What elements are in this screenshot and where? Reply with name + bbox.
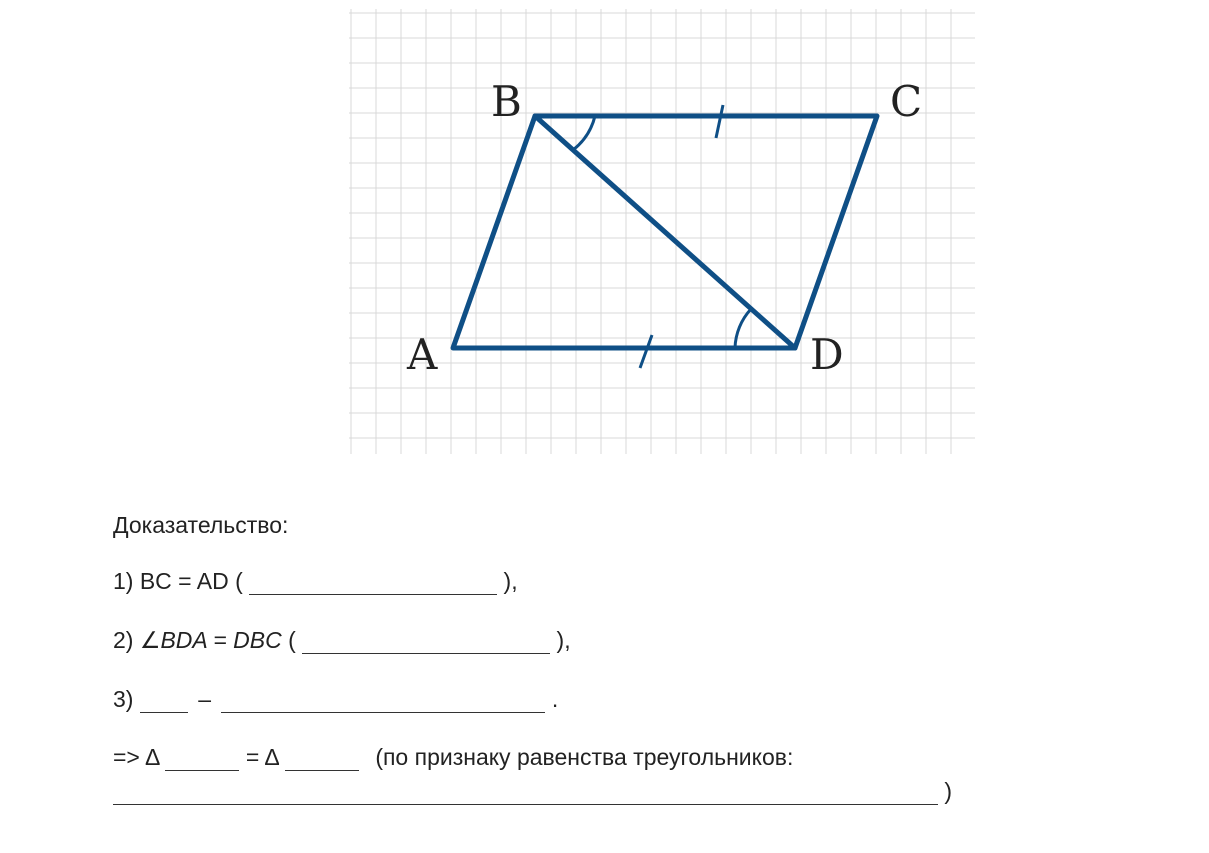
line-2-open: ( (288, 627, 296, 653)
line-1-close: ), (503, 568, 518, 594)
criterion-answer-blank[interactable] (113, 782, 938, 805)
line-3-number: 3) (113, 686, 134, 712)
line-2-answer-blank[interactable] (302, 631, 550, 654)
angle-and-tick-marks (573, 105, 751, 368)
proof-line-1 (113, 567, 518, 595)
vertex-label-d: D (810, 330, 844, 379)
line-2-number: 2) (113, 627, 134, 653)
proof-line-2 (113, 626, 571, 654)
proof-line-5 (113, 777, 952, 805)
triangle-2-blank[interactable] (285, 748, 359, 771)
tick-mark-bc (716, 105, 723, 138)
line-1-expression: BC = AD ( (139, 568, 243, 594)
line-1-answer-blank[interactable] (249, 572, 497, 595)
proof-line-3 (113, 685, 558, 713)
vertex-label-c: C (890, 77, 923, 126)
line-2-close: ), (556, 627, 571, 653)
line-3-dash: – (198, 686, 212, 712)
angle-arc-at-d (735, 309, 751, 348)
proof-heading: Доказательство: (113, 512, 289, 538)
vertex-label-b: B (491, 77, 522, 126)
line-3-dot: . (551, 686, 559, 712)
line-4-implies-triangle: => Δ (113, 744, 160, 770)
vertex-label-a: A (407, 330, 438, 379)
proof-line-4 (113, 743, 793, 771)
line-4-criterion-text: (по признаку равенства треугольников: (375, 744, 794, 770)
line-5-close: ) (944, 778, 953, 804)
triangle-1-blank[interactable] (165, 748, 239, 771)
line-3-second-blank[interactable] (221, 690, 545, 713)
parallelogram-figure (349, 9, 975, 454)
line-1-number: 1) (113, 568, 134, 594)
line-4-equals-triangle: = Δ (245, 744, 279, 770)
line-2-expression: ∠BDA = DBC (139, 627, 282, 653)
line-3-first-blank[interactable] (140, 690, 188, 713)
